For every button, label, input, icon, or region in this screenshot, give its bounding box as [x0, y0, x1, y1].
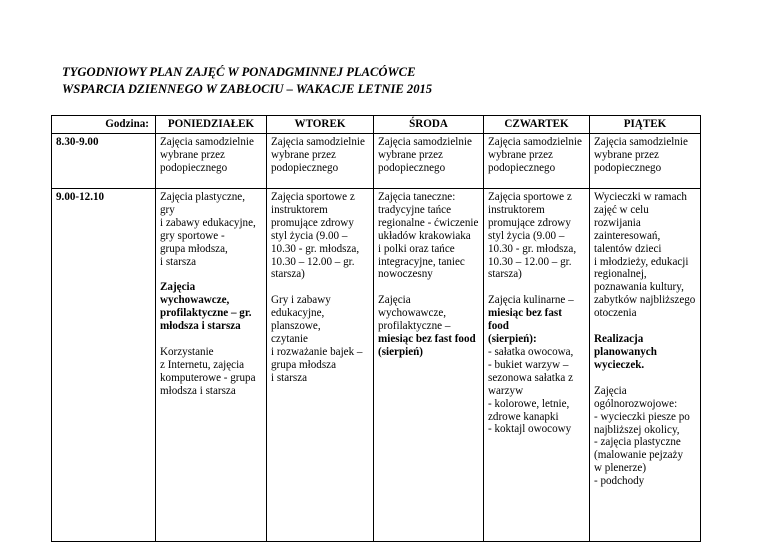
document-title: [62, 64, 742, 98]
cell-tuesday: [267, 189, 374, 542]
cell-line: Zajęcia samodzielnie: [488, 136, 582, 148]
header-thursday: CZWARTEK: [484, 116, 590, 134]
cell-line: i starsza: [271, 371, 308, 384]
cell-line: nowoczesny: [378, 268, 433, 281]
cell-line: podopiecznego: [378, 161, 446, 174]
cell-line: Zajęcia: [594, 384, 627, 397]
cell-line: Zajęcia taneczne:: [378, 191, 456, 203]
cell-line: promujące zdrowy: [271, 216, 354, 229]
header-hour: Godzina:: [52, 116, 156, 134]
cell-line: sezonowa sałatka z: [488, 371, 574, 384]
cell-line: w plenerze): [594, 462, 647, 475]
cell-thursday: [484, 189, 590, 542]
cell-line: z Internetu, zajęcia: [160, 358, 245, 371]
cell-line: Zajęcia sportowe z: [271, 191, 355, 203]
cell-line: wybrane przez: [271, 148, 336, 161]
cell-line-bold: wycieczek.: [594, 358, 645, 371]
cell-line: 10.30 – 12.00 – gr.: [271, 255, 355, 268]
cell-line: grupa młodsza,: [160, 242, 228, 255]
title-line-2: WSPARCIA DZIENNEGO W ZABŁOCIU – WAKACJE LETNIE 2015: [62, 82, 433, 96]
cell-line: wybrane przez: [594, 148, 659, 161]
cell-line: komputerowe - grupa: [160, 371, 256, 384]
header-wednesday: ŚRODA: [374, 116, 484, 134]
time-cell: 8.30-9.00: [52, 134, 156, 189]
cell-line: zabytków najbliższego: [594, 294, 696, 307]
cell-line: regionalnej,: [594, 268, 647, 281]
cell-line: warzyw: [488, 384, 524, 397]
cell-line-bold: Realizacja: [594, 333, 644, 346]
cell-line: zajęć w celu rozwijania: [594, 203, 649, 229]
cell-line-bold: (sierpień): [378, 345, 423, 358]
cell-line: gry: [160, 203, 175, 216]
cell-line: - podchody: [594, 475, 645, 488]
cell-line: i młodzieży, edukacji: [594, 255, 689, 268]
cell-line: - koktajl owocowy: [488, 423, 572, 436]
header-monday: PONIEDZIAŁEK: [156, 116, 267, 134]
cell-line: gry sportowe -: [160, 229, 225, 242]
title-line-1: TYGODNIOWY PLAN ZAJĘĆ W PONADGMINNEJ PLACÓWCE: [62, 65, 416, 79]
cell-line: instruktorem: [271, 203, 328, 216]
cell-line: podopiecznego: [271, 161, 339, 174]
cell-line: - kolorowe, letnie,: [488, 397, 570, 410]
cell-line: talentów dzieci: [594, 242, 662, 255]
cell-line-bold: młodsza i starsza: [160, 320, 241, 333]
cell-line: Zajęcia samodzielnie: [378, 136, 472, 148]
cell-line: - wycieczki piesze po: [594, 410, 690, 423]
header-row: [52, 116, 701, 134]
cell-line: starsza): [488, 268, 522, 281]
cell-line: Gry i zabawy: [271, 294, 331, 307]
cell-line: regionalne - ćwiczenie: [378, 216, 479, 229]
header-friday: PIĄTEK: [590, 116, 701, 134]
cell-line-bold: Zajęcia: [160, 281, 196, 294]
cell-line: edukacyjne,: [271, 307, 325, 320]
table-row: [52, 189, 701, 542]
cell-line: zdrowe kanapki: [488, 410, 559, 423]
cell-line: otoczenia: [594, 307, 637, 320]
cell-line: starsza): [271, 268, 305, 281]
time-cell: 9.00-12.10: [52, 189, 156, 542]
cell-wednesday: [374, 189, 484, 542]
cell-line-bold: (sierpień):: [488, 333, 537, 346]
cell-thursday: [484, 134, 590, 189]
table-row: [52, 134, 701, 189]
cell-line: podopiecznego: [488, 161, 556, 174]
cell-tuesday: [267, 134, 374, 189]
weekly-schedule-table: [51, 115, 701, 542]
cell-line: i zabawy edukacyjne,: [160, 216, 256, 229]
cell-line: Zajęcia samodzielnie: [160, 136, 254, 148]
cell-wednesday: [374, 134, 484, 189]
cell-line: Zajęcia samodzielnie: [594, 136, 688, 148]
cell-line: zainteresowań,: [594, 229, 661, 242]
cell-line: Zajęcia kulinarne –: [488, 294, 574, 307]
cell-monday: [156, 134, 267, 189]
cell-line: 10.30 - gr. młodsza,: [488, 242, 577, 255]
cell-line: 10.30 - gr. młodsza,: [271, 242, 360, 255]
cell-line: Zajęcia samodzielnie: [271, 136, 365, 148]
cell-line: najbliższej okolicy,: [594, 423, 680, 436]
cell-line: (malowanie pejzaży: [594, 449, 684, 462]
cell-line: - sałatka owocowa,: [488, 345, 574, 358]
cell-line-bold: planowanych: [594, 345, 657, 358]
cell-line: Zajęcia: [378, 294, 411, 307]
cell-line-bold: miesiąc bez fast food: [378, 333, 476, 346]
cell-line: planszowe,: [271, 320, 321, 333]
cell-line: Wycieczki w ramach: [594, 191, 687, 203]
cell-line: styl życia (9.00 –: [488, 229, 565, 242]
cell-line: instruktorem: [488, 203, 545, 216]
cell-line: wybrane przez: [488, 148, 553, 161]
cell-monday: [156, 189, 267, 542]
cell-line: wybrane przez: [160, 148, 225, 161]
cell-line: 10.30 – 12.00 – gr.: [488, 255, 572, 268]
cell-line: podopiecznego: [160, 161, 228, 174]
cell-line: Zajęcia sportowe z: [488, 191, 572, 203]
cell-line-bold: miesiąc bez fast food: [488, 307, 562, 333]
cell-line: Korzystanie: [160, 346, 214, 359]
cell-line: promujące zdrowy: [488, 216, 571, 229]
cell-line: tradycyjne tańce: [378, 203, 451, 216]
cell-line: Zajęcia plastyczne,: [160, 191, 246, 203]
cell-line: podopiecznego: [594, 161, 662, 174]
cell-line: poznawania kultury,: [594, 281, 684, 294]
cell-line: - zajęcia plastyczne: [594, 436, 681, 449]
cell-friday: [590, 134, 701, 189]
cell-line: układów krakowiaka: [378, 229, 471, 242]
cell-line: wychowawcze,: [378, 307, 447, 320]
cell-line: - bukiet warzyw –: [488, 358, 569, 371]
cell-line-bold: wychowawcze,: [160, 294, 230, 307]
header-tuesday: WTOREK: [267, 116, 374, 134]
cell-line: integracyjne, taniec: [378, 255, 465, 268]
cell-line: i starsza: [160, 255, 197, 268]
cell-line: profilaktyczne –: [378, 320, 451, 333]
cell-line: młodsza i starsza: [160, 384, 236, 397]
cell-line: i polki oraz tańce: [378, 242, 455, 255]
cell-friday: [590, 189, 701, 542]
cell-line: styl życia (9.00 –: [271, 229, 348, 242]
cell-line-bold: profilaktyczne – gr.: [160, 307, 252, 320]
cell-line: czytanie: [271, 333, 308, 346]
cell-line: ogólnorozwojowe:: [594, 397, 678, 410]
cell-line: i rozważanie bajek –: [271, 345, 363, 358]
cell-line: grupa młodsza: [271, 358, 337, 371]
cell-line: wybrane przez: [378, 148, 443, 161]
